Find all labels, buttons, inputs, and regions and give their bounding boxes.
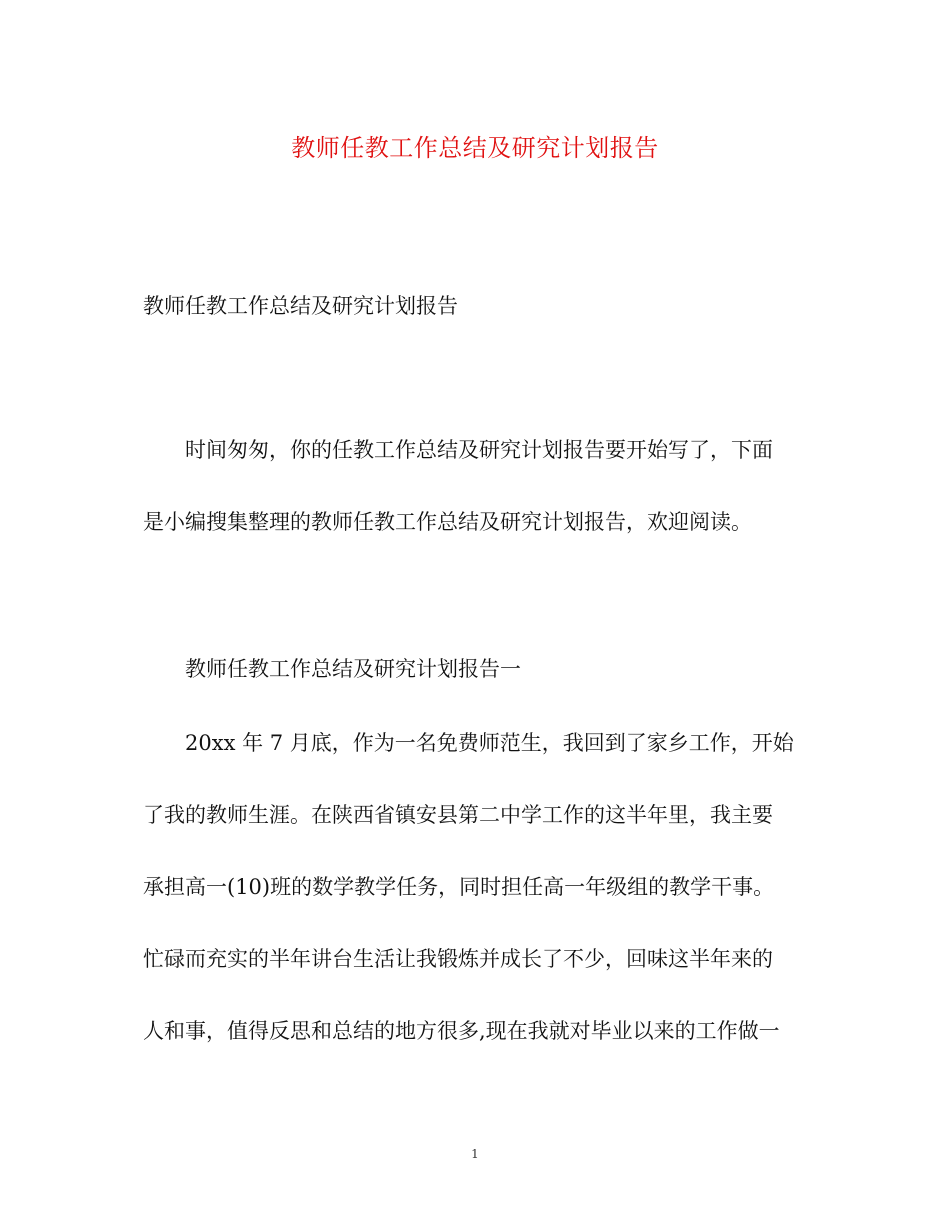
body-line: 忙碌而充实的半年讲台生活让我锻炼并成长了不少，回味这半年来的 [143, 947, 773, 971]
body-line: 人和事，值得反思和总结的地方很多,现在我就对毕业以来的工作做一 [143, 1019, 780, 1043]
intro-line: 时间匆匆，你的任教工作总结及研究计划报告要开始写了，下面 [185, 438, 773, 462]
body-line: 了我的教师生涯。在陕西省镇安县第二中学工作的这半年里，我主要 [143, 803, 773, 827]
section-heading: 教师任教工作总结及研究计划报告一 [185, 657, 521, 681]
page-number: 1 [471, 1147, 479, 1161]
intro-line: 是小编搜集整理的教师任教工作总结及研究计划报告，欢迎阅读。 [143, 510, 752, 534]
body-line: 承担高一(10)班的数学教学任务，同时担任高一年级组的教学干事。 [143, 875, 775, 899]
body-line: 20xx 年 7 月底，作为一名免费师范生，我回到了家乡工作，开始 [185, 731, 794, 755]
document-title: 教师任教工作总结及研究计划报告 [291, 134, 659, 162]
document-subtitle: 教师任教工作总结及研究计划报告 [143, 294, 458, 318]
